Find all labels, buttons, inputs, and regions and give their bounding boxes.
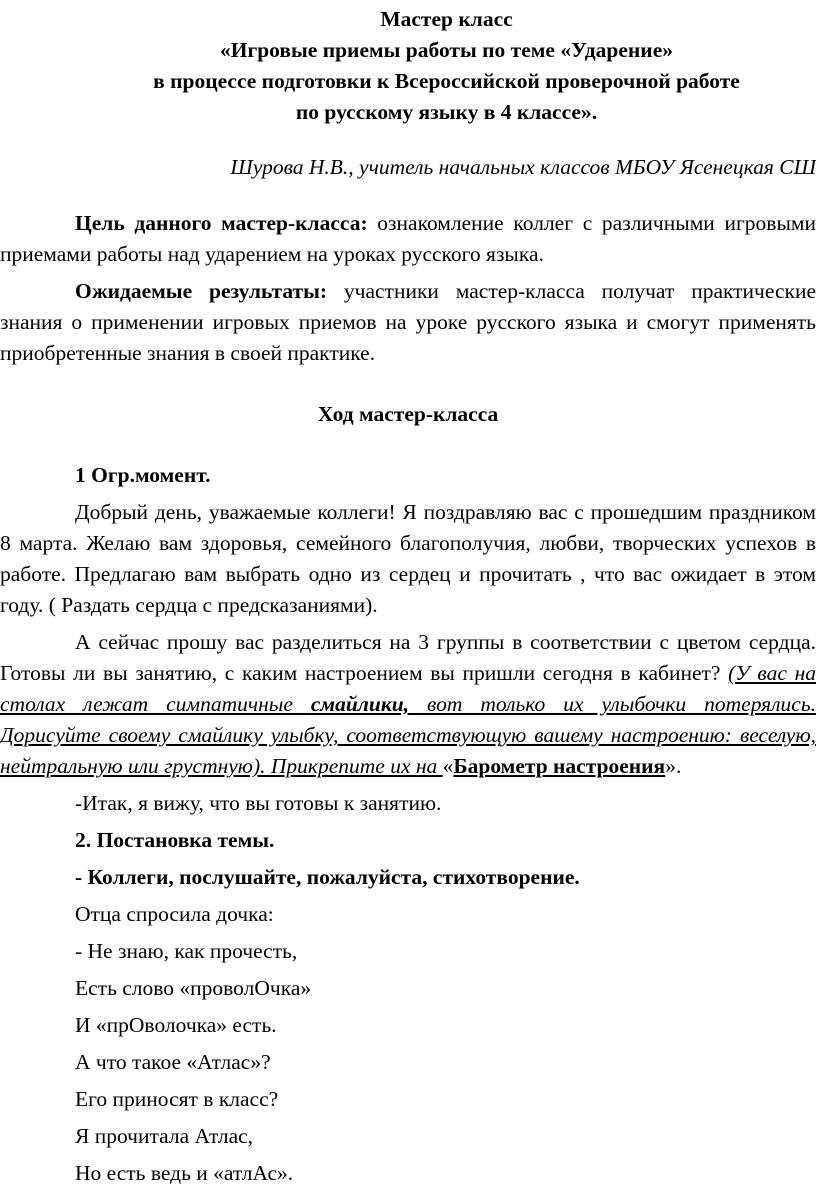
poem-line: Я прочитала Атлас, — [75, 1124, 254, 1148]
poem-line: - Не знаю, как прочесть, — [75, 939, 298, 963]
greeting-paragraph: Добрый день, уважаемые коллеги! Я поздравляю вас с прошедшим праздником 8 марта. Желаю вам здоровья, семейного благополучия, любви, творческих успехов в работе. Предлагаю вам выбрать одно из сердец и прочитать , что вас ожидает в этом году. ( Раздать сердца с предсказаниями). — [0, 500, 816, 617]
ready-line: -Итак, я вижу, что вы готовы к занятию. — [75, 791, 442, 815]
author-line: Шурова Н.В., учитель начальных классов МБОУ Ясенецкая СШ — [230, 155, 816, 179]
smiley-instruction-1: (У вас на столах лежат симпатичные — [0, 661, 816, 716]
results-label: Ожидаемые результаты: — [75, 279, 328, 303]
section2-subheading: - Коллеги, послушайте, пожалуйста, стихотворение. — [75, 865, 580, 889]
title-line-1: Мастер класс — [380, 7, 513, 31]
goal-paragraph — [0, 208, 816, 270]
title-line-2: «Игровые приемы работы по теме «Ударение» — [219, 38, 673, 62]
poem-line: И «прОволочка» есть. — [75, 1013, 277, 1037]
groups-paragraph — [0, 627, 816, 782]
section2-heading: 2. Постановка темы. — [75, 828, 275, 852]
goal-label: Цель данного мастер-класса: — [75, 211, 368, 235]
poem — [0, 899, 816, 1189]
quote-close: » — [665, 754, 676, 778]
title-line-4: по русскому языку в 4 классе». — [295, 100, 598, 124]
poem-line: Его приносят в класс? — [75, 1087, 279, 1111]
section1-heading: 1 Огр.момент. — [75, 463, 211, 487]
title-line-3: в процессе подготовки к Всероссийской проверочной работе — [153, 69, 740, 93]
document-title — [0, 4, 816, 128]
groups-end: . — [675, 754, 682, 778]
poem-line: Отца спросила дочка: — [75, 902, 274, 926]
smiley-word: смайлики, — [310, 692, 410, 716]
poem-line: А что такое «Атлас»? — [75, 1050, 271, 1074]
results-paragraph — [0, 276, 816, 369]
results-text: участники мастер-класса получат практические знания о применении игровых приемов на уроке русского языка и смогут применять приобретенные знания в своей практике. — [0, 279, 816, 365]
groups-text: А сейчас прошу вас разделиться на 3 группы в соответствии с цветом сердца. Готовы ли вы занятию, с каким настроением вы пришли сегодня в кабинет? — [0, 630, 816, 685]
mood-barometer: Барометр настроения — [453, 754, 666, 778]
poem-line: Но есть ведь и «атлАс». — [75, 1161, 294, 1185]
quote-open: « — [442, 754, 454, 778]
goal-text: ознакомление коллег с различными игровыми приемами работы над ударением на уроках русского языка. — [0, 211, 816, 266]
document-body — [0, 208, 816, 1195]
course-heading: Ход мастер-класса — [317, 402, 499, 426]
smiley-instruction-2: вот только их улыбочки потерялись. Дорисуйте своему смайлику улыбку, соответствующую вашему настроению: веселую, нейтральную или грустную). Прикрепите их на — [0, 692, 816, 778]
poem-line: Есть слово «проволОчка» — [75, 976, 312, 1000]
